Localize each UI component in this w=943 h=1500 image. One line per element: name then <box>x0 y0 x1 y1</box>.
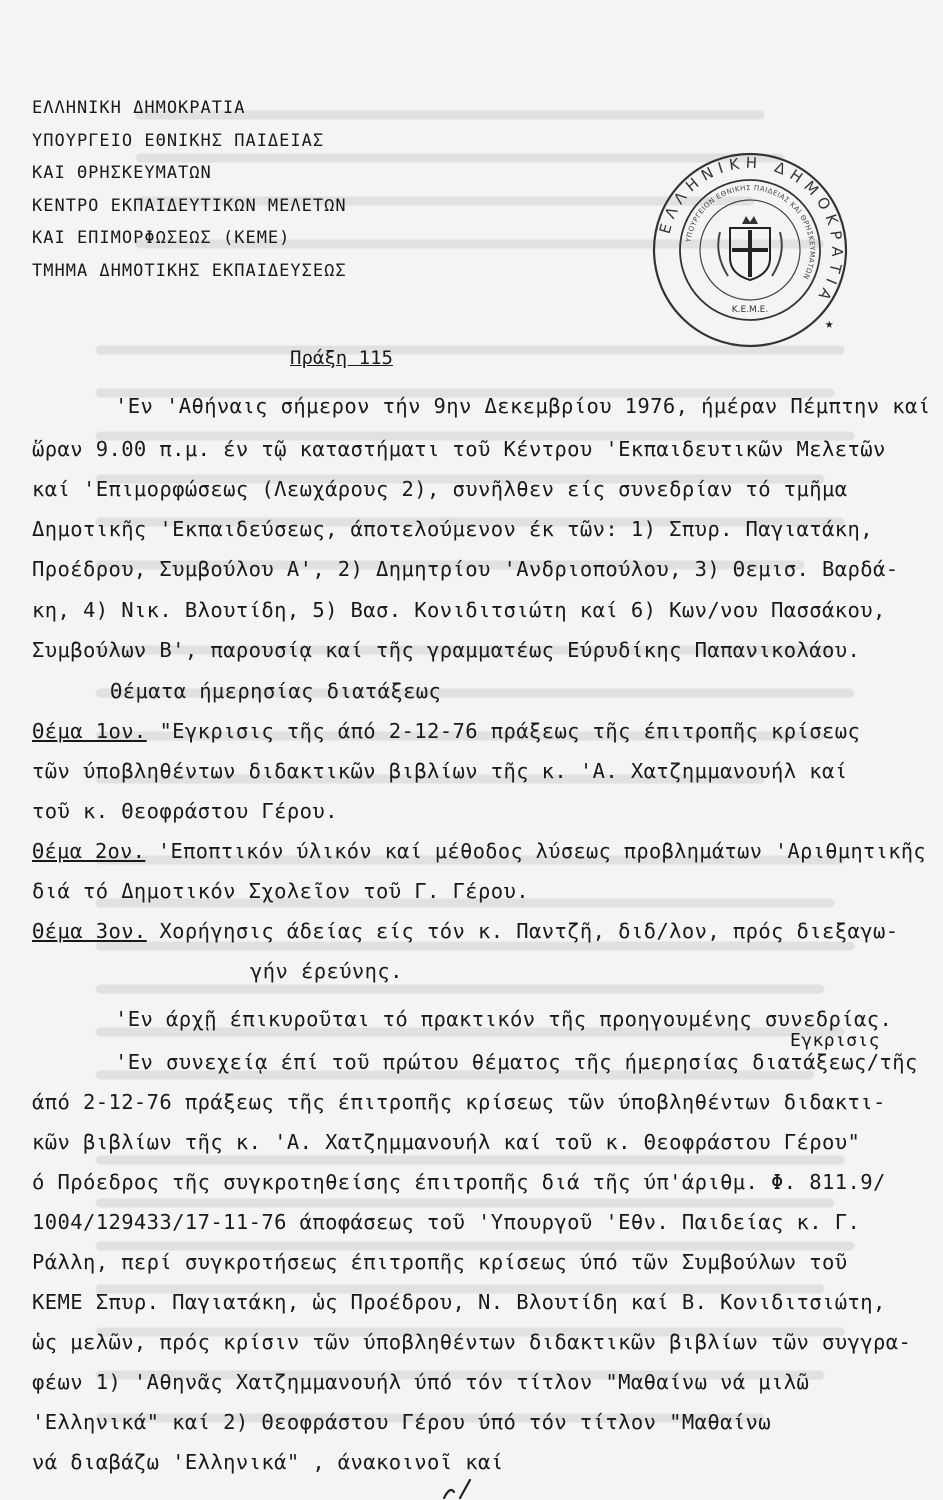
topic-3-text: Χορήγησις άδείας είς τόν κ. Παντζῆ, διδ/λον, πρός διεξαγω- <box>159 919 899 943</box>
topic-2-text: 'Εποπτικόν ύλικόν καί μέθοδος λύσεως προβλημάτων 'Αριθμητικῆς <box>157 839 927 863</box>
paragraph-line: νά διαβάζω 'Ελληνικά" , άνακοινοῖ καί <box>32 1450 504 1474</box>
letterhead <box>32 92 347 287</box>
paragraph-line: 'Ελληνικά" καί 2) Θεοφράστου Γέρου ύπό τόν τίτλον "Μαθαίνω <box>32 1410 772 1434</box>
topic-3-line <box>32 919 898 943</box>
paragraph-line: φέων 1) 'Αθηνᾶς Χατζημμανουήλ ύπό τόν τίτλον "Μαθαίνω νά μιλῶ <box>32 1370 810 1394</box>
topic-2-line <box>32 839 926 863</box>
topic-2-label: Θέμα 2ον. <box>32 839 146 863</box>
topic-1-line: τῶν ύποβληθέντων διδακτικῶν βιβλίων τῆς κ. 'Α. Χατζημμανουήλ καί <box>32 759 848 783</box>
approval-line: 'Εν άρχῇ έπικυροῦται τό πρακτικόν τῆς προηγουμένης συνεδρίας. <box>115 1007 893 1031</box>
paragraph-line: 1004/129433/17-11-76 άποφάσεως τοῦ 'Υπουργοῦ 'Εθν. Παιδείας κ. Γ. <box>32 1210 861 1234</box>
official-seal <box>650 150 850 350</box>
paragraph-line: Συμβούλων Β', παρουσίᾳ καί τῆς γραμματέως Εύρυδίκης Παπανικολάου. <box>32 638 861 662</box>
paragraph-line: Ράλλη, περί συγκροτήσεως έπιτροπῆς κρίσεως ύπό τῶν Συμβούλων τοῦ <box>32 1250 848 1274</box>
paragraph-line: 'Εν συνεχείᾳ έπί τοῦ πρώτου θέματος τῆς ήμερησίας διατάξεως/τῆς <box>115 1050 918 1074</box>
paragraph-line: άπό 2-12-76 πράξεως τῆς έπιτροπῆς κρίσεως τῶν ύποβληθέντων διδακτι- <box>32 1090 886 1114</box>
letterhead-line: ΚΑΙ ΘΡΗΣΚΕΥΜΑΤΩΝ <box>32 163 212 183</box>
paragraph-line: ό Πρόεδρος τῆς συγκροτηθείσης έπιτροπῆς διά τῆς ύπ'άριθμ. Φ. 811.9/ <box>32 1170 886 1194</box>
topic-1-line: τοῦ κ. Θεοφράστου Γέρου. <box>32 799 338 823</box>
paragraph-line: ὡς μελῶν, πρός κρίσιν τῶν ύποβληθέντων διδακτικῶν βιβλίων τῶν συγγρα- <box>32 1330 912 1354</box>
letterhead-line: ΥΠΟΥΡΓΕΙΟ ΕΘΝΙΚΗΣ ΠΑΙΔΕΙΑΣ <box>32 130 325 151</box>
paragraph-line: κῶν βιβλίων τῆς κ. 'Α. Χατζημμανουήλ καί τοῦ κ. Θεοφράστου Γέρου" <box>32 1130 861 1154</box>
letterhead-line: ΚΑΙ ΕΠΙΜΟΡΦΩΣΕΩΣ (ΚΕΜΕ) <box>32 228 291 248</box>
letterhead-line: ΚΕΝΤΡΟ ΕΚΠΑΙΔΕΥΤΙΚΩΝ ΜΕΛΕΤΩΝ <box>32 195 347 216</box>
handwritten-mark <box>440 1478 480 1500</box>
margin-note: Εγκρισις <box>790 1030 880 1051</box>
agenda-heading: Θέματα ήμερησίας διατάξεως <box>110 679 442 703</box>
coat-of-arms-icon <box>718 216 782 280</box>
topic-1-label: Θέμα 1ον. <box>32 719 147 743</box>
paragraph-line: Προέδρου, Συμβούλου Α', 2) Δημητρίου 'Ανδριοπούλου, 3) Θεμισ. Βαρδά- <box>32 557 899 581</box>
letterhead-line: ΤΜΗΜΑ ΔΗΜΟΤΙΚΗΣ ΕΚΠΑΙΔΕΥΣΕΩΣ <box>32 260 347 281</box>
seal-star-icon: ★ <box>825 316 834 332</box>
topic-1-line <box>32 719 860 743</box>
paragraph-line: καί 'Επιμορφώσεως (Λεωχάρους 2), συνῆλθεν είς συνεδρίαν τό τμῆμα <box>32 477 848 501</box>
topic-1-text: "Εγκρισις τῆς άπό 2-12-76 πράξεως τῆς έπιτροπῆς κρίσεως <box>159 719 861 743</box>
paragraph-line: Δημοτικῆς 'Εκπαιδεύσεως, άποτελούμενον έκ τῶν: 1) Σπυρ. Παγιατάκη, <box>32 517 873 541</box>
topic-2-line: διά τό Δημοτικόν Σχολεῖον τοῦ Γ. Γέρου. <box>32 879 529 903</box>
seal-outer-text: ΕΛΛΗΝΙΚΗ ΔΗΜΟΚΡΑΤΙΑ <box>655 153 847 309</box>
topic-3-line: γήν έρεύνης. <box>250 959 403 983</box>
seal-bottom-text: Κ.Ε.Μ.Ε. <box>731 305 769 315</box>
letterhead-line: ΕΛΛΗΝΙΚΗ ΔΗΜΟΚΡΑΤΙΑ <box>32 98 246 118</box>
seal-inner-text: ΥΠΟΥΡΓΕΙΟΝ ΕΘΝΙΚΗΣ ΠΑΙΔΕΙΑΣ ΚΑΙ ΘΡΗΣΚΕΥΜΑΤΩΝ <box>684 183 817 281</box>
paragraph-line: ΚΕΜΕ Σπυρ. Παγιατάκη, ὡς Προέδρου, Ν. Βλουτίδη καί Β. Κονιδιτσιώτη, <box>32 1290 886 1314</box>
paragraph-line: κη, 4) Νικ. Βλουτίδη, 5) Βασ. Κονιδιτσιώτη καί 6) Κων/νου Πασσάκου, <box>32 598 886 622</box>
page-title: Πράξη 115 <box>290 347 393 369</box>
paragraph-line: 'Εν 'Αθήναις σήμερον τήν 9ην Δεκεμβρίου 1976, ήμέραν Πέμπτην καί <box>115 394 931 418</box>
paragraph-line: ὥραν 9.00 π.μ. έν τῷ καταστήματι τοῦ Κέντρου 'Εκπαιδευτικῶν Μελετῶν <box>32 437 886 461</box>
topic-3-label: Θέμα 3ον. <box>32 919 147 943</box>
